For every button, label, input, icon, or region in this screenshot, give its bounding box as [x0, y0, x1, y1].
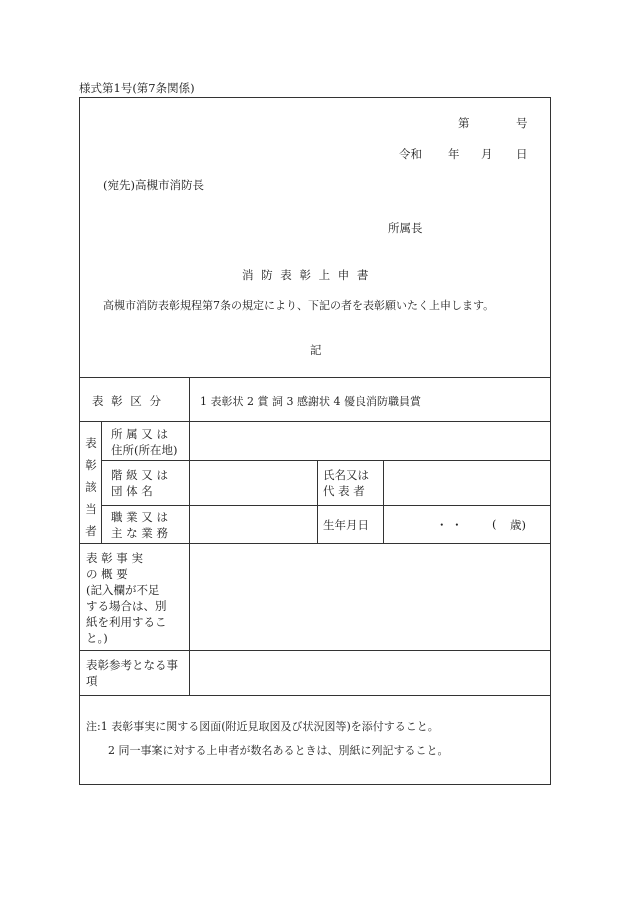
- rule-affiliation-bottom: [101, 460, 551, 461]
- sender: 所属長: [388, 221, 423, 235]
- addressee: (宛先)高槻市消防長: [103, 178, 204, 192]
- rule-mid-column: [317, 460, 318, 543]
- rule-rank-bottom: [101, 505, 551, 506]
- rule-group-column: [101, 421, 102, 543]
- age-close: 歳): [510, 518, 526, 532]
- reference-label: 表彰参考となる事 項: [86, 658, 178, 688]
- category-options: 1 表彰状 2 賞 詞 3 感謝状 4 優良消防職員賞: [200, 395, 421, 408]
- dob-dots: ・ ・: [436, 518, 463, 532]
- date-day: 日: [516, 147, 528, 161]
- person-group-label: 表 彰 該 当 者: [85, 436, 97, 538]
- summary-label: 表 彰 事 実 の 概 要 (記入欄が不足 する場合は、別 紙を利用するこ と。): [86, 551, 167, 645]
- rule-category-top: [79, 377, 551, 378]
- number-go: 号: [516, 116, 528, 130]
- document-title: 消 防 表 彰 上 申 書: [242, 268, 371, 282]
- date-year: 年: [448, 147, 460, 161]
- rule-person-bottom: [79, 543, 551, 544]
- rule-summary-bottom: [79, 650, 551, 651]
- job-label: 職 業 又 は 主 な 業 務: [111, 510, 168, 540]
- rule-reference-bottom: [79, 695, 551, 696]
- ki-heading: 記: [310, 343, 322, 357]
- affiliation-label: 所 属 又 は 住所(所在地): [111, 427, 178, 457]
- rule-label-column: [189, 377, 190, 695]
- note-1: 注:1 表彰事実に関する図面(附近見取図及び状況図等)を添付すること。: [86, 720, 439, 733]
- name-label: 氏名又は 代 表 者: [323, 468, 369, 498]
- rule-category-bottom: [79, 421, 551, 422]
- date-era: 令和: [399, 147, 422, 161]
- form-label: 様式第1号(第7条関係): [79, 81, 195, 95]
- category-label: 表 彰 区 分: [92, 394, 163, 408]
- intro-text: 高槻市消防表彰規程第7条の規定により、下記の者を表彰願いたく上申します。: [103, 299, 495, 312]
- rank-label: 階 級 又 は 団 体 名: [111, 468, 168, 498]
- age-open: (: [492, 517, 497, 531]
- dob-label: 生年月日: [323, 518, 369, 532]
- note-2: 2 同一事案に対する上申者が数名あるときは、別紙に列記すること。: [108, 744, 449, 757]
- number-dai: 第: [458, 116, 470, 130]
- rule-mid-column-right: [383, 460, 384, 543]
- date-month: 月: [481, 147, 493, 161]
